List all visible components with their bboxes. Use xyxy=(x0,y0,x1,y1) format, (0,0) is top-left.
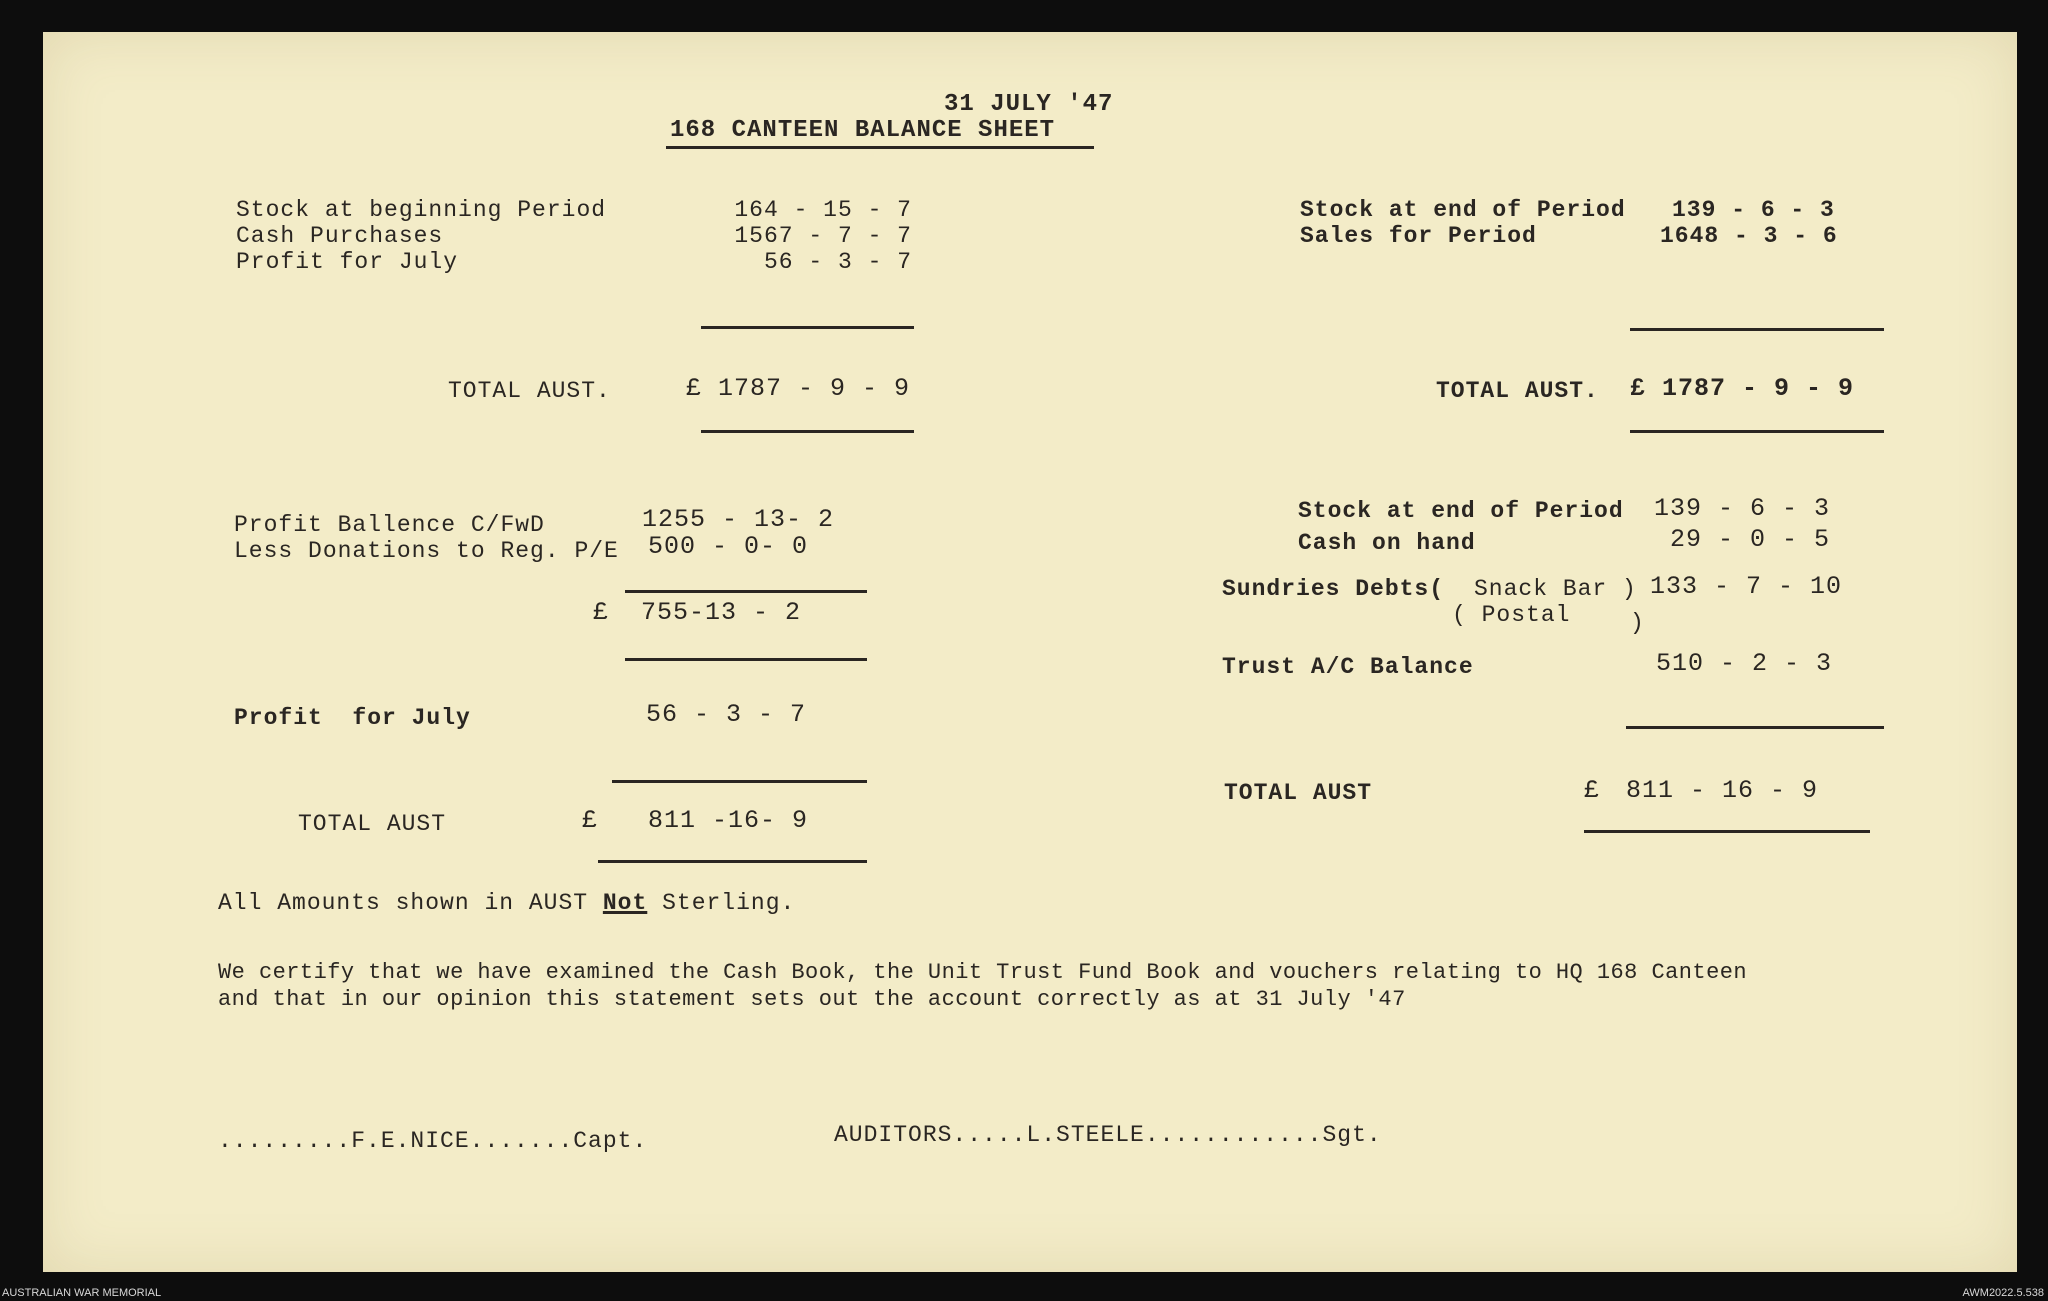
ll-label-profit-balance: Profit Ballence C/FwD xyxy=(234,512,545,538)
ul-total-rule xyxy=(701,430,914,433)
ur-label-sales: Sales for Period xyxy=(1300,223,1537,249)
ul-label-stock-beginning: Stock at beginning Period xyxy=(236,197,607,223)
document-date: 31 JULY '47 xyxy=(944,91,1114,118)
ur-total-amount: £ 1787 - 9 - 9 xyxy=(1630,374,1855,403)
lr-total-label: TOTAL AUST xyxy=(1224,780,1373,806)
ul-sum-rule xyxy=(701,326,914,329)
certification-line-1: We certify that we have examined the Cash Book, the Unit Trust Fund Book and vouchers relating to HQ 168 Canteen xyxy=(218,960,1748,985)
ll-total-label: TOTAL AUST xyxy=(298,811,447,837)
ul-label-profit-july: Profit for July xyxy=(236,249,459,275)
signature-right-auditors: AUDITORS.....L.STEELE............Sgt. xyxy=(834,1122,1382,1148)
ll-total-underline xyxy=(598,860,867,863)
ll-total-rule xyxy=(612,780,867,783)
ul-label-cash-purchases: Cash Purchases xyxy=(236,223,444,249)
ur-amount-sales: 1648 - 3 - 6 xyxy=(1660,223,1838,249)
ll-label-profit-july: Profit for July xyxy=(234,705,471,731)
document-title: 168 CANTEEN BALANCE SHEET xyxy=(670,117,1056,144)
lr-label-trust: Trust A/C Balance xyxy=(1222,654,1474,680)
lr-total-underline xyxy=(1584,830,1870,833)
title-underline xyxy=(666,146,1094,149)
ul-amount-stock-beginning: 164 - 15 - 7 xyxy=(734,197,912,223)
ur-total-rule xyxy=(1630,430,1884,433)
amounts-note-not: Not xyxy=(602,890,648,916)
ll-amount-profit-balance: 1255 - 13- 2 xyxy=(642,505,835,534)
ll-subtotal-underline xyxy=(625,658,867,661)
lr-sum-rule xyxy=(1626,726,1884,729)
ul-amount-cash-purchases: 1567 - 7 - 7 xyxy=(734,223,912,249)
ur-label-stock-end: Stock at end of Period xyxy=(1300,197,1626,223)
lr-amount-sundries: 133 - 7 - 10 xyxy=(1650,572,1843,601)
ll-amount-donations: 500 - 0- 0 xyxy=(648,532,809,561)
lr-label-sundries: Sundries Debts( xyxy=(1222,576,1445,602)
lr-amount-cash: 29 - 0 - 5 xyxy=(1670,525,1831,554)
lr-label-cash: Cash on hand xyxy=(1298,530,1476,556)
ll-total-currency: £ xyxy=(582,806,599,835)
lr-sundries-snack-bar: Snack Bar ) xyxy=(1474,576,1637,602)
lr-total-amount: 811 - 16 - 9 xyxy=(1626,776,1819,805)
amounts-note xyxy=(218,890,795,916)
lr-amount-stock-end: 139 - 6 - 3 xyxy=(1654,494,1831,523)
lr-sundries-postal: ( Postal xyxy=(1452,602,1571,628)
ur-amount-stock-end: 139 - 6 - 3 xyxy=(1672,197,1835,223)
certification-line-2: and that in our opinion this statement sets out the account correctly as at 31 July '47 xyxy=(218,987,1406,1012)
footer-institution: AUSTRALIAN WAR MEMORIAL xyxy=(2,1287,162,1299)
lr-total-currency: £ xyxy=(1584,776,1601,805)
amounts-note-suffix: Sterling. xyxy=(647,890,796,916)
lr-label-stock-end: Stock at end of Period xyxy=(1298,498,1624,524)
lr-amount-trust: 510 - 2 - 3 xyxy=(1656,649,1833,678)
ul-total-label: TOTAL AUST. xyxy=(448,378,611,404)
ul-amount-profit-july: 56 - 3 - 7 xyxy=(763,249,912,275)
amounts-note-prefix: All Amounts shown in AUST xyxy=(218,890,603,916)
ur-total-label: TOTAL AUST. xyxy=(1436,378,1599,404)
footer-accession-number: AWM2022.5.538 xyxy=(1962,1287,2044,1299)
signature-left: .........F.E.NICE.......Capt. xyxy=(218,1128,648,1154)
ll-total-amount: 811 -16- 9 xyxy=(648,806,809,835)
ll-subtotal-amount: £ 755-13 - 2 xyxy=(593,598,802,627)
ur-sum-rule xyxy=(1630,328,1884,331)
ll-subtotal-rule xyxy=(625,590,867,593)
ll-amount-profit-july: 56 - 3 - 7 xyxy=(646,700,807,729)
lr-sundries-paren: ) xyxy=(1630,610,1645,636)
ll-label-donations: Less Donations to Reg. P/E xyxy=(234,538,619,564)
ul-total-amount: £ 1787 - 9 - 9 xyxy=(686,374,911,403)
